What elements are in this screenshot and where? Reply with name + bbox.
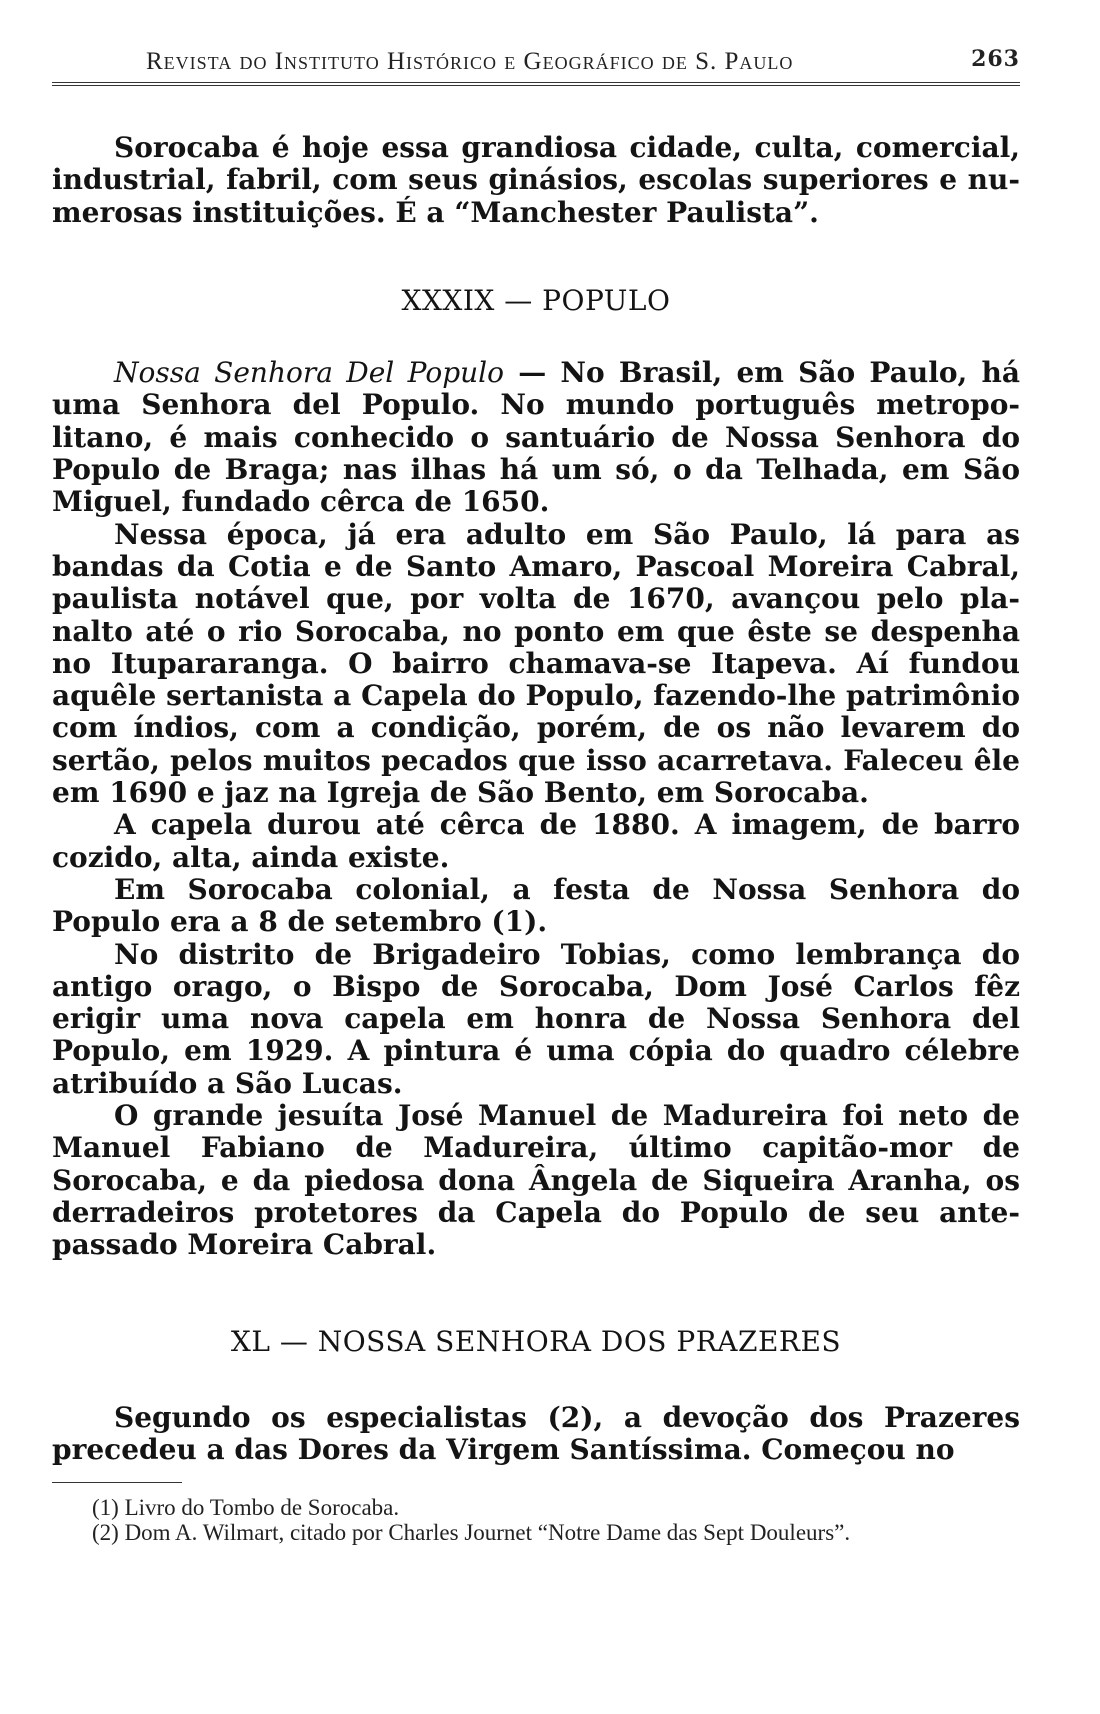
main-text [52,132,1020,1466]
section-xxxix-paragraph: Nessa época, já era adulto em São Paulo, lá para as bandas da Cotia e de Santo Amaro, Pascoal Moreira Cabral, paulista notável que, por volta de 1670, avançou pelo planalto até o rio Sorocaba, no ponto em que êste se despenha no Itupararanga. O bairro chamava-se Itapeva. Aí fundou aquêle sertanista a Capela do Populo, fazendo-lhe patrimônio com índios, com a condição, porém, de os não levarem do sertão, pelos muitos pecados que isso acarretava. Faleceu êle em 1690 e jaz na Igreja de São Bento, em Sorocaba. [52,517,1020,810]
intro-paragraph: Sorocaba é hoje essa grandiosa cidade, culta, comercial, industrial, fabril, com seus ginásios, escolas superiores e numerosas instituições. É a “Manchester Paulista”. [52,131,1020,229]
section-xl-paragraph: Segundo os especialistas (2), a devoção dos Prazeres precedeu a das Dores da Virgem Santíssima. Começou no [52,1400,1020,1467]
section-xxxix-paragraph: O grande jesuíta José Manuel de Madureira foi neto de Manuel Fabiano de Madureira, último capitão-mor de Sorocaba, e da piedosa dona Ângela de Siqueira Aranha, os derradeiros protetores da Capela do Populo de seu antepassado Moreira Cabral. [52,1099,1020,1262]
book-page [52,40,1020,1545]
footnote-2: (2) Dom A. Wilmart, citado por Charles Journet “Notre Dame das Sept Douleurs”. [92,1520,851,1546]
lead-italic-title: Nossa Senhora Del Populo [114,356,504,390]
section-xxxix-lead-paragraph [52,357,1020,518]
footnotes [52,1495,1020,1545]
page-number: 263 [971,46,1020,72]
footnote-rule [52,1482,182,1483]
section-heading-xl: XL — NOSSA SENHORA DOS PRAZERES [230,1324,842,1358]
header-rule [52,82,1020,86]
section-xxxix-paragraph: No distrito de Brigadeiro Tobias, como lembrança do antigo orago, o Bispo de Sorocaba, Dom José Carlos fêz erigir uma nova capela em honra de Nossa Senhora del Populo, em 1929. A pintura é uma cópia do quadro célebre atribuído a São Lucas. [52,937,1020,1100]
lead-paragraph-text: — No Brasil, em São Paulo, há uma Senhora del Populo. No mundo português metropolitano, é mais conhecido o santuário de Nossa Senhora do Populo de Braga; nas ilhas há um só, o da Telhada, em São Miguel, fundado cêrca de 1650. [52,356,1020,519]
section-heading-xxxix: XXXIX — POPULO [401,283,671,317]
section-xxxix-paragraph: A capela durou até cêrca de 1880. A imagem, de barro cozido, alta, ainda existe. [52,808,1020,874]
running-header [52,40,1020,82]
section-xxxix-paragraph: Em Sorocaba colonial, a festa de Nossa Senhora do Populo era a 8 de setembro (1). [52,872,1020,939]
running-title: Revista do Instituto Histórico e Geográfico de S. Paulo [146,48,794,75]
footnote-1: (1) Livro do Tombo de Sorocaba. [92,1495,400,1521]
